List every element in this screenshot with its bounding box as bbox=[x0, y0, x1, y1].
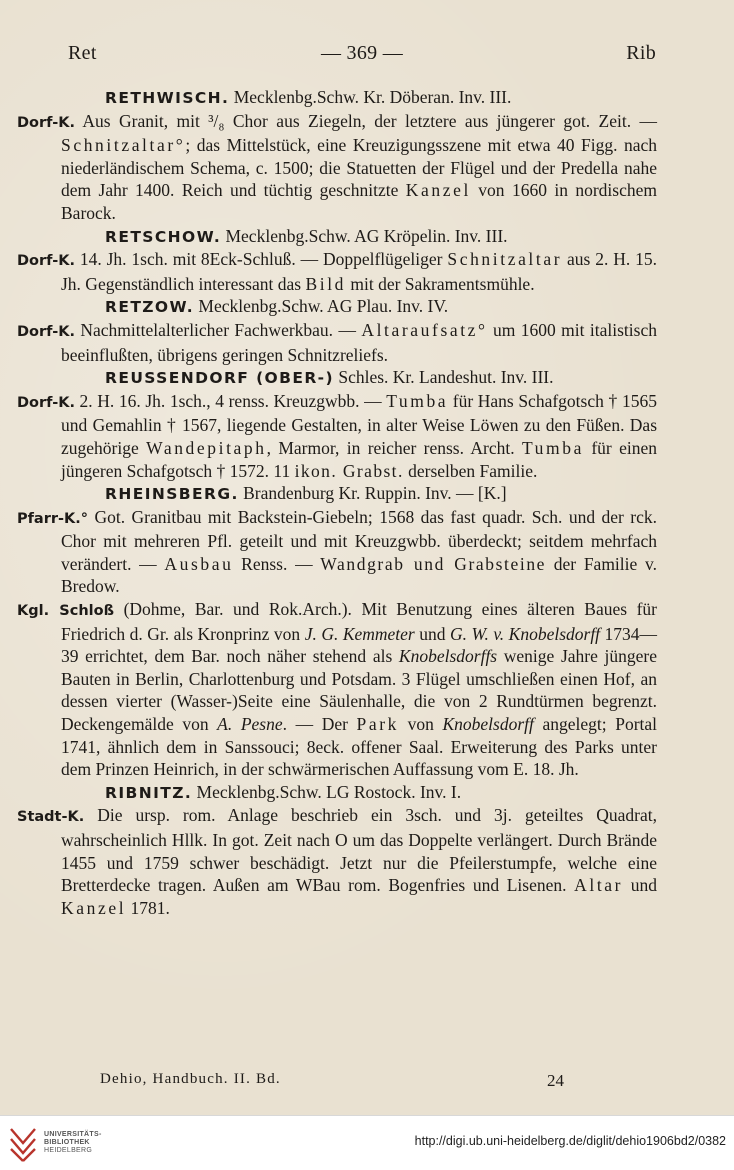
footer-book-title: Dehio, Handbuch. II. Bd. bbox=[100, 1071, 281, 1087]
entry-rheinsberg: RHEINSBERG. Brandenburg Kr. Ruppin. Inv. — [K.] Pfarr-K.° Got. Granitbau mit Backstein-Giebeln; 1568 das fast quadr. Sch. und der rck. Chor mit mehreren Pfl. geteilt und mit Kreuzgwbb. überdeckt; seitdem mehrfach verändert. — Ausbau Renss. — Wandgrab und Grabsteine der Familie v. Bredow. Kgl. Schloß (Dohme, Bar. und Rok.Arch.). Mit Benutzung eines älteren Baues für Friedrich d. Gr. als Kronprinz von J. G. Kemmeter und G. W. v. Knobelsdorff 1734—39 errichtet, dem Bar. noch näher stehend als Knobelsdorffs wenige Jahre jüngere Bauten in Berlin, Charlottenburg und Potsdam. 3 Flügel umschließen einen Hof, an dessen vierter (Wasser-)Seite eine Säulenhalle, die von 2 Rundtürmen begrenzt. Deckengemälde von A. Pesne. — Der Park von Knobelsdorff angelegt; Portal 1741, ähnlich dem in Sanssouci; 8eck. offener Saal. Erweiterung des Parks unter dem Prinzen Heinrich, in der schwärmerischen Auffassung vom E. 18. Jh. bbox=[17, 483, 658, 780]
page-footer bbox=[100, 1071, 564, 1093]
building-label: Dorf-K. bbox=[17, 253, 75, 270]
building-label: Kgl. Schloß bbox=[17, 603, 115, 620]
entry-heading: RETZOW. bbox=[105, 298, 195, 317]
header-left-keyword: Ret bbox=[68, 42, 97, 64]
building-label: Stadt-K. bbox=[17, 809, 85, 826]
entry-heading: RETSCHOW. bbox=[105, 227, 222, 246]
building-label: Dorf-K. bbox=[17, 323, 75, 340]
page-body bbox=[17, 86, 658, 919]
page-number: — 369 — bbox=[320, 42, 404, 64]
building-label: Pfarr-K.° bbox=[17, 510, 89, 527]
entry-rethwisch: RETHWISCH. Mecklenbg.Schw. Kr. Döberan. Inv. III. Dorf-K. Aus Granit, mit ³/₈ Chor aus Ziegeln, der letztere aus jüngerer got. Zeit. — Schnitzaltar°; das Mittelstück, eine Kreuzigungsszene mit etwa 40 Figg. nach niederländischem Schema, c. 1500; die Statuetten der Flügel und der Predella nahe dem Jahr 1400. Reich und tüchtig geschnitzte Kanzel von 1660 in nordischem Barock. bbox=[17, 87, 657, 223]
building-label: Dorf-K. bbox=[17, 114, 75, 131]
permalink-url[interactable]: http://digi.ub.uni-heidelberg.de/diglit/dehio1906bd2/0382 bbox=[414, 1134, 726, 1148]
header-right-keyword: Rib bbox=[626, 42, 656, 64]
building-label: Dorf-K. bbox=[17, 394, 75, 411]
entry-reussendorf: REUSSENDORF (OBER-) Schles. Kr. Landeshut. Inv. III. Dorf-K. 2. H. 16. Jh. 1sch., 4 renss. Kreuzgwbb. — Tumba für Hans Schafgotsch † 1565 und Gemahlin † 1567, liegende Gestalten, in alter Weise Löwen zu den Füßen. Das zugehörige Wandepitaph, Marmor, in reicher renss. Archt. Tumba für einen jüngeren Schafgotsch † 1572. 11 ikon. Grabst. derselben Familie. bbox=[17, 367, 657, 481]
signature-mark: 24 bbox=[547, 1071, 564, 1090]
entry-ribnitz: RIBNITZ. Mecklenbg.Schw. LG Rostock. Inv. I. Stadt-K. Die ursp. rom. Anlage beschrieb ein 3sch. und 3j. geteiltes Quadrat, wahrscheinlich Hllk. In got. Zeit nach O um das Doppelte verlängert. Durch Brände 1455 und 1759 schwer beschädigt. Jetzt nur die Pfeilerstumpfe, welche eine Bretterdecke tragen. Außen am WBau rom. Bogenfries und Lisenen. Altar und Kanzel 1781. bbox=[17, 781, 658, 918]
entry-retschow: RETSCHOW. Mecklenbg.Schw. AG Kröpelin. Inv. III. Dorf-K. 14. Jh. 1sch. mit 8Eck-Schluß. — Doppelflügeliger Schnitzaltar aus 2. H. 15. Jh. Gegenständlich interessant das Bild mit der Sakramentsmühle. bbox=[17, 225, 657, 294]
entry-heading: RIBNITZ. bbox=[105, 783, 193, 802]
entry-heading: REUSSENDORF (OBER-) bbox=[105, 369, 334, 388]
entry-heading: RHEINSBERG. bbox=[105, 485, 239, 504]
viewer-footer-bar bbox=[0, 1115, 734, 1170]
library-name: UNIVERSITÄTS- BIBLIOTHEK HEIDELBERG bbox=[44, 1131, 102, 1154]
university-library-logo-icon bbox=[8, 1125, 38, 1163]
page-header bbox=[68, 42, 656, 66]
entry-heading: RETHWISCH. bbox=[105, 89, 230, 107]
entry-retzow: RETZOW. Mecklenbg.Schw. AG Plau. Inv. IV. Dorf-K. Nachmittelalterlicher Fachwerkbau. — Altaraufsatz° um 1600 mit italistisch beeinflußten, übrigens geringen Schnitzreliefs. bbox=[17, 296, 657, 365]
